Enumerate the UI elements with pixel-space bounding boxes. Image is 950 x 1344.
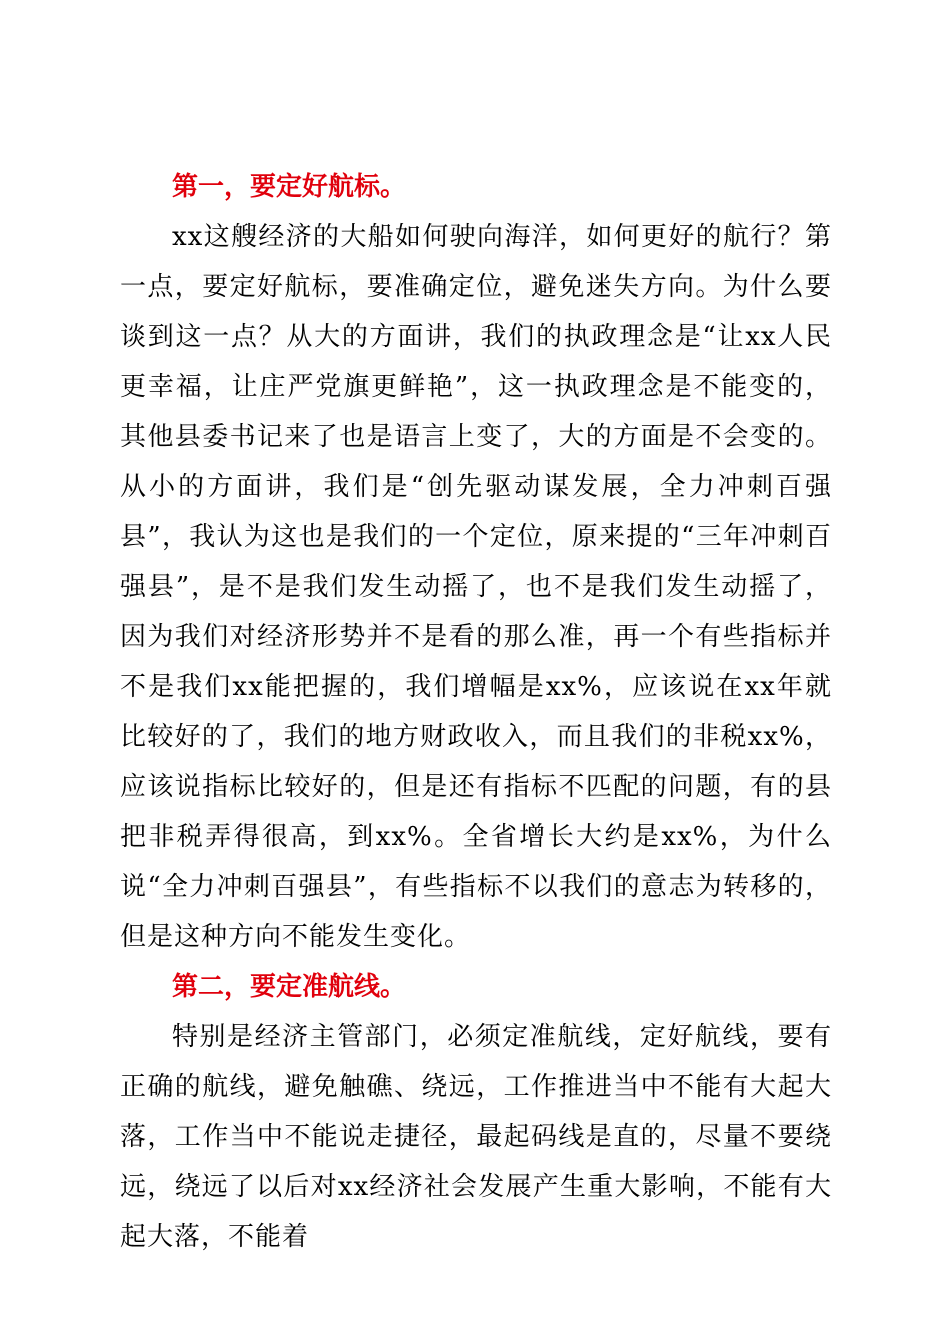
document-body	[120, 162, 832, 1262]
section-heading-1: 第一，要定好航标。	[172, 172, 407, 202]
section-paragraph-1: xx这艘经济的大船如何驶向海洋，如何更好的航行？第一点，要定好航标，要准确定位，避免迷失方向。为什么要谈到这一点？从大的方面讲，我们的执政理念是“让xx人民更幸福，让庄严党旗更鲜艳”，这一执政理念是不能变的，其他县委书记来了也是语言上变了，大的方面是不会变的。从小的方面讲，我们是“创先驱动谋发展，全力冲刺百强县”，我认为这也是我们的一个定位，原来提的“三年冲刺百强县”，是不是我们发生动摇了，也不是我们发生动摇了，因为我们对经济形势并不是看的那么准，再一个有些指标并不是我们xx能把握的，我们增幅是xx%，应该说在xx年就比较好的了，我们的地方财政收入，而且我们的非税xx%，应该说指标比较好的，但是还有指标不匹配的问题，有的县把非税弄得很高，到xx%。全省增长大约是xx%，为什么说“全力冲刺百强县”，有些指标不以我们的意志为转移的，但是这种方向不能发生变化。	[120, 222, 832, 952]
section-heading-2: 第二，要定准航线。	[172, 972, 407, 1002]
section-paragraph-2: 特别是经济主管部门，必须定准航线，定好航线，要有正确的航线，避免触礁、绕远，工作推进当中不能有大起大落，工作当中不能说走捷径，最起码线是直的，尽量不要绕远，绕远了以后对xx经济社会发展产生重大影响，不能有大起大落，不能着	[120, 1022, 832, 1252]
